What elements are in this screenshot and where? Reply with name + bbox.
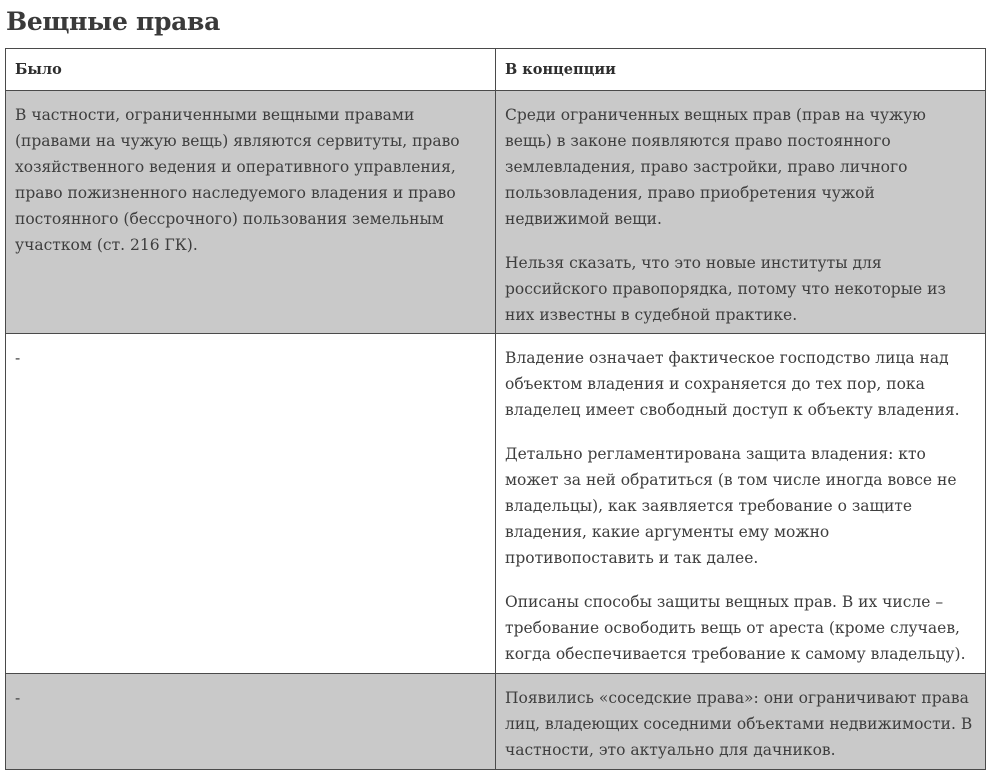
cell-paragraph: Владение означает фактическое господство лица над объектом владения и сохраняется до тех пор, пока владелец имеет свободный доступ к объекту владения. bbox=[505, 349, 960, 419]
cell-concept bbox=[496, 334, 986, 674]
cell-paragraph: - bbox=[15, 349, 21, 367]
cell-paragraph: Описаны способы защиты вещных прав. В их числе – требование освободить вещь от ареста (кроме случаев, когда обеспечивается требование к самому владельцу). bbox=[505, 593, 966, 663]
table-row bbox=[6, 91, 986, 334]
table-header-row bbox=[6, 49, 986, 91]
cell-was bbox=[6, 91, 496, 334]
cell-paragraph: - bbox=[15, 689, 21, 707]
cell-paragraph: Появились «соседские права»: они ограничивают права лиц, владеющих соседними объектами недвижимости. В частности, это актуально для дачников. bbox=[505, 689, 973, 759]
cell-paragraph: Нельзя сказать, что это новые институты для российского правопорядка, потому что некоторые из них известны в судебной практике. bbox=[505, 254, 946, 324]
cell-was bbox=[6, 674, 496, 770]
page-title: Вещные права bbox=[6, 7, 221, 36]
column-header-was: Было bbox=[6, 49, 496, 91]
cell-was bbox=[6, 334, 496, 674]
cell-paragraph: Среди ограниченных вещных прав (прав на чужую вещь) в законе появляются право постоянного землевладения, право застройки, право личного пользовладения, право приобретения чужой недвижимой вещи. bbox=[505, 106, 926, 228]
cell-paragraph: Детально регламентирована защита владения: кто может за ней обратиться (в том числе иногда вовсе не владельцы), как заявляется требование о защите владения, какие аргументы ему можно противопоставить и так далее. bbox=[505, 445, 957, 567]
table-row bbox=[6, 674, 986, 770]
cell-concept bbox=[496, 91, 986, 334]
comparison-table bbox=[5, 48, 986, 770]
table-row bbox=[6, 334, 986, 674]
cell-concept bbox=[496, 674, 986, 770]
column-header-concept: В концепции bbox=[496, 49, 986, 91]
cell-paragraph: В частности, ограниченными вещными правами (правами на чужую вещь) являются сервитуты, право хозяйственного ведения и оперативного управления, право пожизненного наследуемого владения и право постоянного (бессрочного) пользования земельным участком (ст. 216 ГК). bbox=[15, 106, 460, 254]
